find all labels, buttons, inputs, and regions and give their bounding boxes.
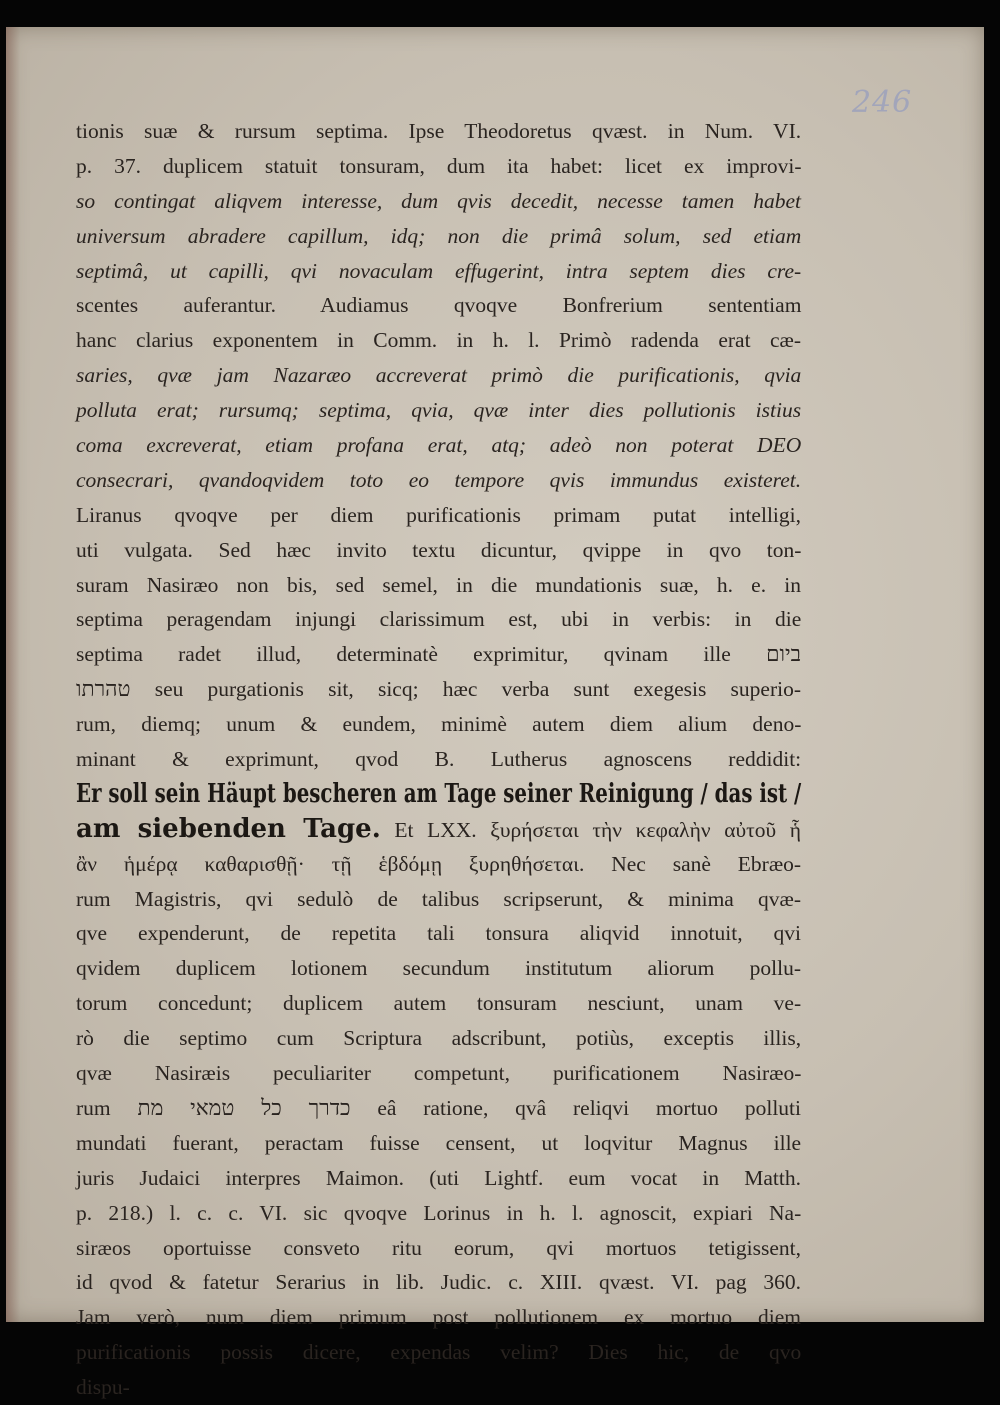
- text-line: scentes auferantur. Audiamus qvoqve Bonfrerium sententiam: [76, 293, 802, 318]
- greek-quotation: Et LXX. ξυρήσεται τὴν κεφαλὴν αὐτοῦ ἧ: [380, 817, 802, 842]
- text-line: rum Magistris, qvi sedulò de talibus scripserunt, & minima qvæ-: [76, 886, 801, 911]
- page-number: 246: [852, 85, 913, 120]
- page-edge-stain: [6, 27, 20, 1322]
- catchword: dispu-: [76, 1375, 130, 1400]
- text-line: septima peragendam injungi clarissimum est, ubi in verbis: in die: [76, 607, 802, 632]
- text-line: rum, diemq; unum & eundem, minimè autem diem alium deno-: [76, 712, 802, 737]
- text-line: universum abradere capillum, idq; non die primâ solum, sed etiam: [76, 223, 802, 248]
- text-line: siræos oportuisse consveto ritu eorum, qvi mortuos tetigissent,: [76, 1235, 802, 1260]
- book-page: [6, 27, 984, 1400]
- text-line: suram Nasiræo non bis, sed semel, in die mundationis suæ, h. e. in: [76, 572, 801, 597]
- text-line: torum concedunt; duplicem autem tonsuram nesciunt, unam ve-: [76, 991, 802, 1016]
- text-line: p. 37. duplicem statuit tonsuram, dum ita habet: licet ex improvi-: [76, 153, 802, 178]
- text-line: rum כדרך כל טמאי מת eâ ratione, qvâ reliqvi mortuo polluti: [76, 1095, 801, 1120]
- body-text: [76, 114, 801, 1405]
- text-line: qvidem duplicem lotionem secundum institutum aliorum pollu-: [76, 956, 801, 981]
- text-line: ἂν ἡμέρᾳ καθαρισθῇ· τῇ ἑβδόμῃ ξυρηθήσεται. Nec sanè Ebræo-: [76, 851, 802, 876]
- text-line: qvæ Nasiræis peculiariter competunt, purificationem Nasiræo-: [76, 1061, 802, 1086]
- text-line: polluta erat; rursumq; septima, qvia, qvæ inter dies pollutionis istius: [76, 398, 802, 423]
- text-line: coma excreverat, etiam profana erat, atq; adeò non poterat DEO: [76, 433, 802, 458]
- text-line: qve expenderunt, de repetita tali tonsura aliqvid innotuit, qvi: [76, 921, 801, 946]
- text-line: uti vulgata. Sed hæc invito textu dicuntur, qvippe in qvo ton-: [76, 537, 802, 562]
- text-line: tionis suæ & rursum septima. Ipse Theodoretus qvæst. in Num. VI.: [76, 119, 802, 143]
- text-line: rò die septimo cum Scriptura adscribunt, potiùs, exceptis illis,: [76, 1026, 802, 1051]
- text-line: p. 218.) l. c. c. VI. sic qvoqve Lorinus in h. l. agnoscit, expiari Na-: [76, 1200, 802, 1225]
- text-line: Jam verò, num diem primum post pollutionem ex mortuo diem: [76, 1305, 801, 1330]
- text-line: Liranus qvoqve per diem purificationis primam putat intelligi,: [76, 502, 801, 527]
- text-line: saries, qvæ jam Nazaræo accreverat primò die purificationis, qvia: [76, 363, 802, 388]
- german-quotation-end: am siebenden Tage.: [76, 813, 381, 844]
- text-line: septimâ, ut capilli, qvi novaculam effugerint, intra septem dies cre-: [76, 258, 802, 283]
- text-line: hanc clarius exponentem in Comm. in h. l. Primò radenda erat cæ-: [76, 328, 801, 353]
- text-line: consecrari, qvandoqvidem toto eo tempore qvis immundus existeret.: [76, 467, 802, 492]
- text-line: minant & exprimunt, qvod B. Lutherus agnoscens reddidit:: [76, 747, 802, 772]
- text-line: id qvod & fatetur Serarius in lib. Judic. c. XIII. qvæst. VI. pag 360.: [76, 1270, 801, 1295]
- text-line: juris Judaici interpres Maimon. (uti Lightf. eum vocat in Matth.: [76, 1165, 801, 1190]
- text-line: so contingat aliqvem interesse, dum qvis decedit, necesse tamen habet: [76, 188, 801, 213]
- text-line: טהרתו seu purgationis sit, sicq; hæc verba sunt exegesis superio-: [76, 677, 801, 702]
- text-line: purificationis possis dicere, expendas velim? Dies hic, de qvo: [76, 1340, 802, 1365]
- mixed-text-line: [76, 812, 801, 847]
- text-line: septima radet illud, determinatè exprimitur, qvinam ille ביום: [76, 642, 801, 667]
- text-line: mundati fuerant, peractam fuisse censent, ut loqvitur Magnus ille: [76, 1130, 802, 1155]
- german-quotation-line: Er soll sein Häupt bescheren am Tage seiner Reinigung / das ist /: [76, 778, 802, 809]
